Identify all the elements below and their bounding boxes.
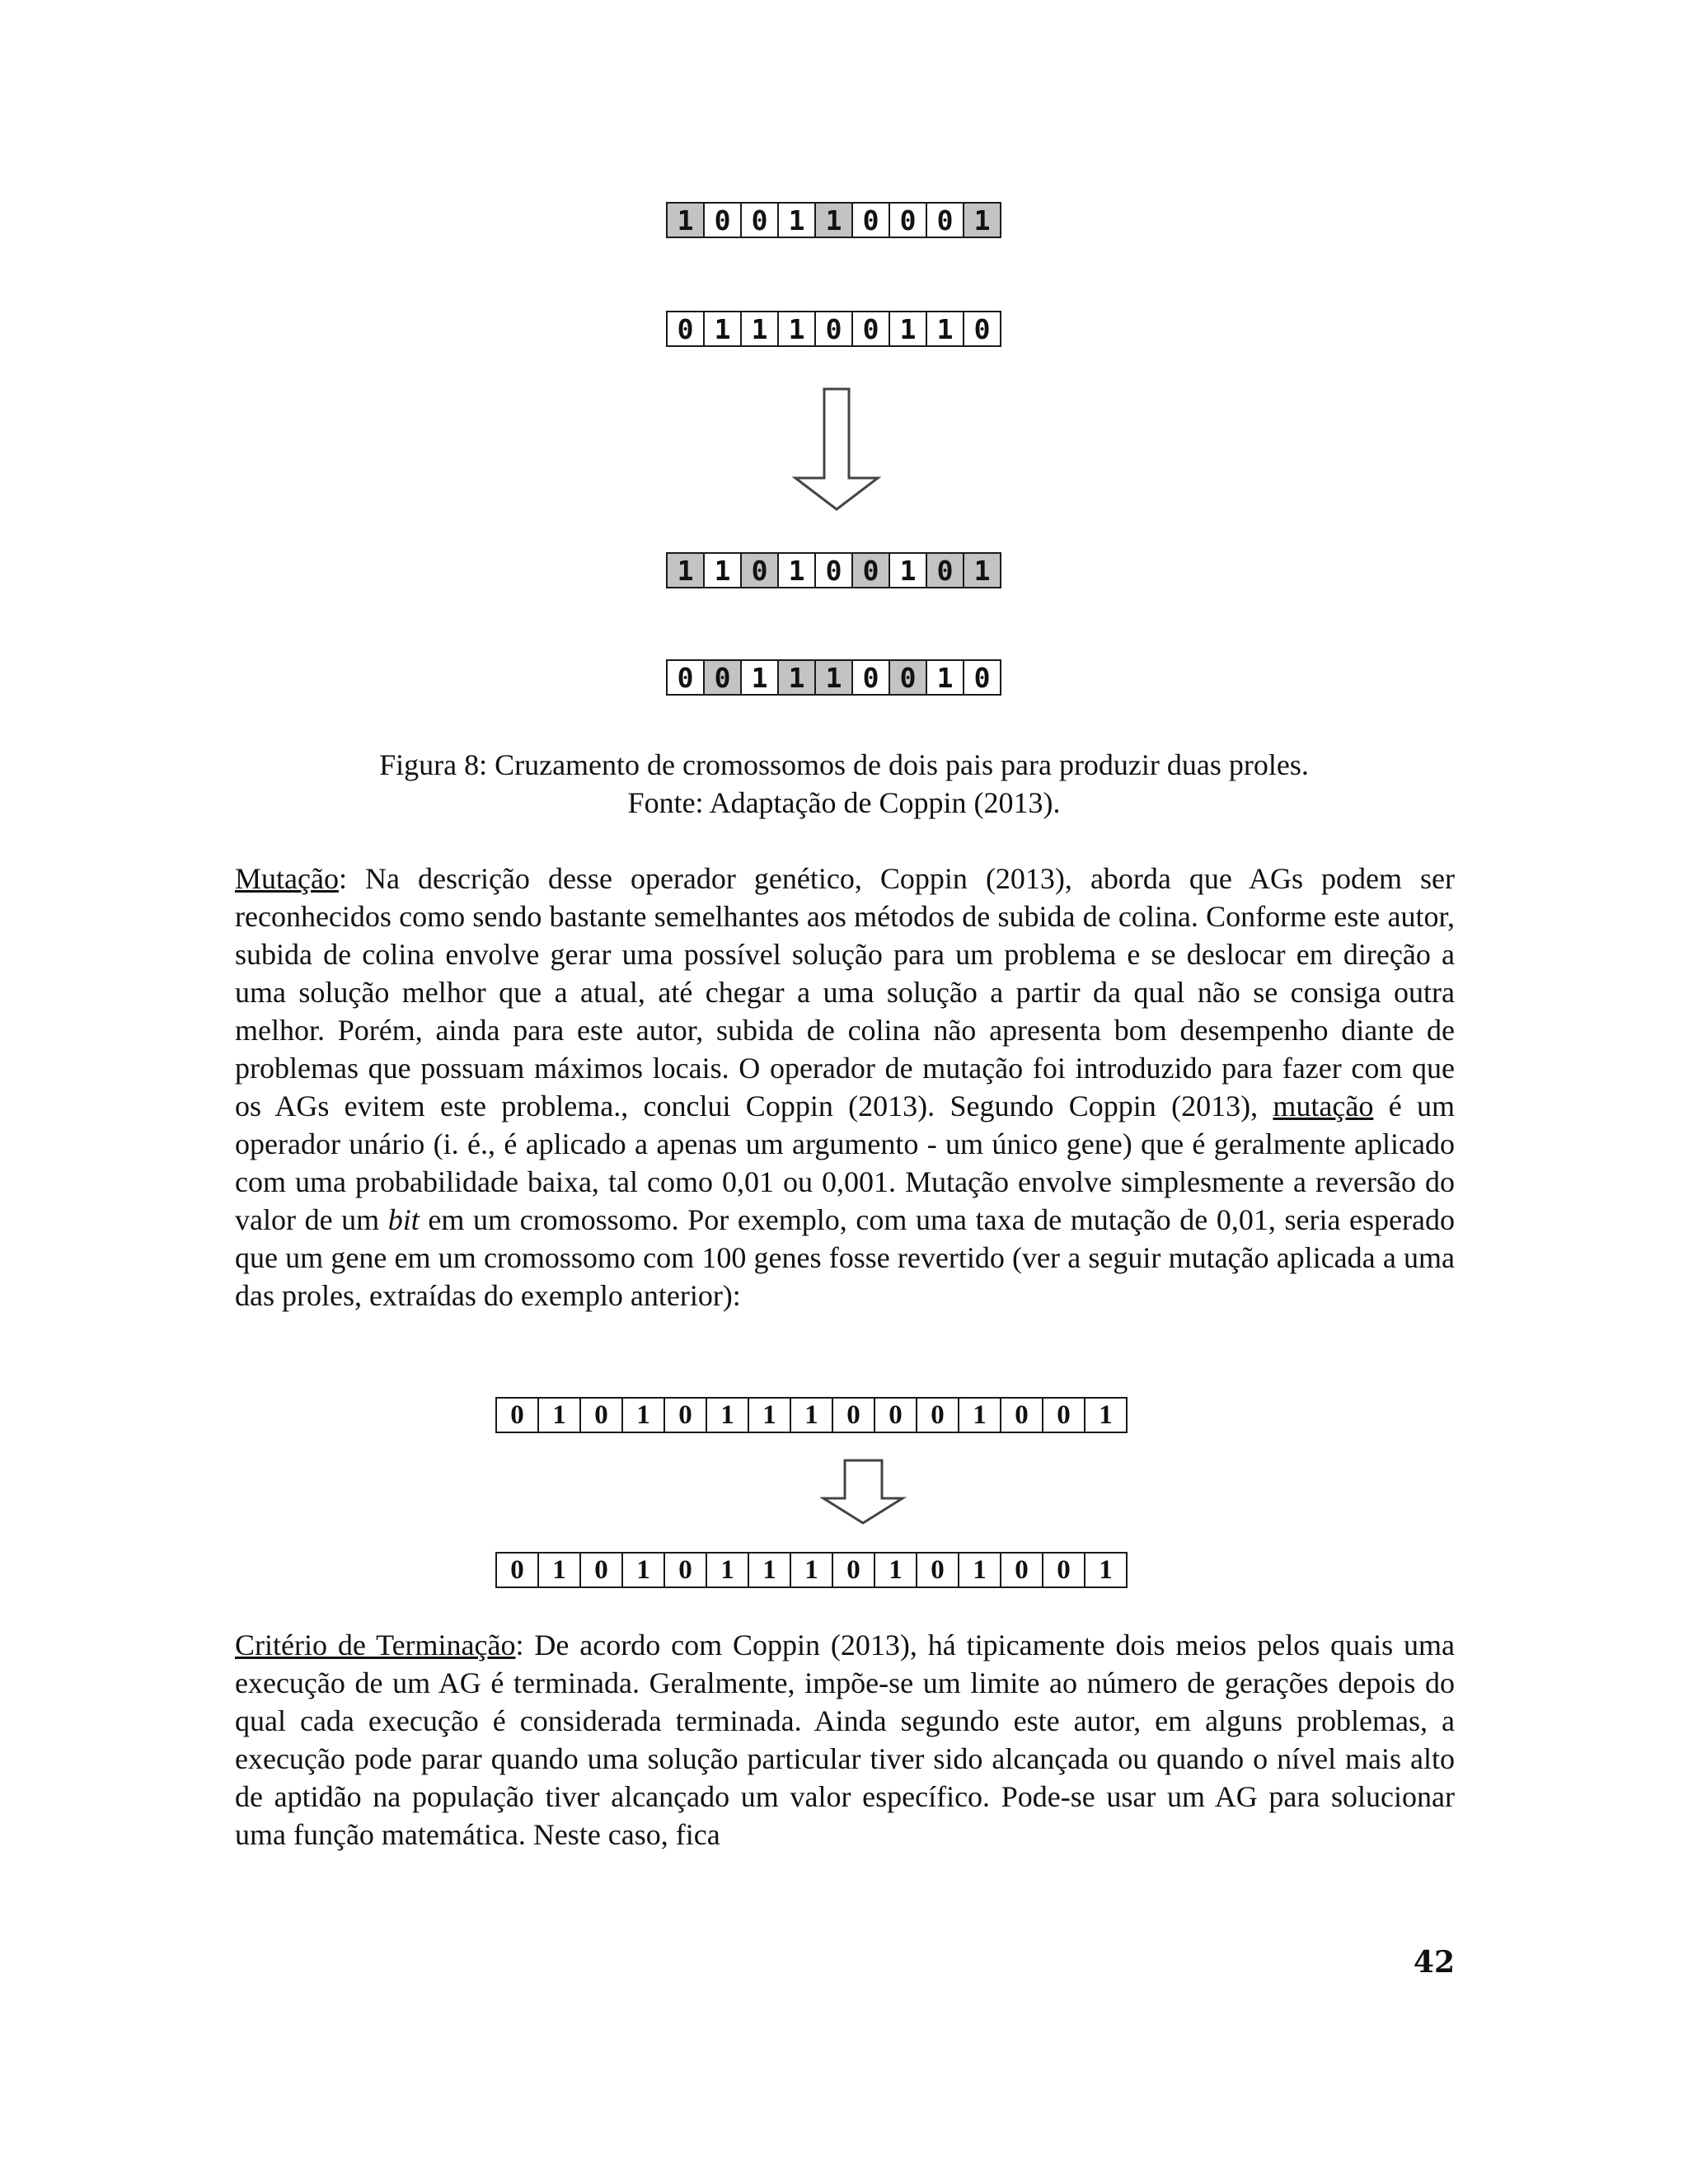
- parent-chromosome-2: [666, 311, 1001, 347]
- gene-cell: 0: [814, 552, 853, 588]
- gene-cell: 1: [777, 659, 816, 696]
- gene-cell: 1: [958, 1397, 1001, 1433]
- parent-chromosome-1: [666, 202, 1001, 238]
- gene-cell: 1: [963, 552, 1001, 588]
- down-arrow-icon: [787, 387, 886, 511]
- gene-cell: 0: [926, 202, 964, 238]
- page-number: 42: [1413, 1945, 1455, 1980]
- gene-cell: 1: [666, 552, 705, 588]
- gene-cell: 0: [703, 202, 742, 238]
- gene-cell: 0: [495, 1552, 539, 1588]
- gene-cell: 1: [1084, 1397, 1128, 1433]
- gene-cell: 0: [663, 1397, 707, 1433]
- down-arrow-icon: [820, 1459, 911, 1525]
- mutation-text-3: em um cromossomo. Por exemplo, com uma taxa de mutação de 0,01, seria esperado que um gene em um cromossomo com 100 genes fosse revertido (ver a seguir mutação aplicada a uma das proles, extraídas do exemplo anterior):: [235, 1203, 1455, 1312]
- gene-cell: 1: [706, 1397, 749, 1433]
- gene-cell: 0: [666, 311, 705, 347]
- figure-caption-source: Fonte: Adaptação de Coppin (2013).: [627, 786, 1061, 819]
- gene-cell: 0: [740, 202, 779, 238]
- gene-cell: 1: [963, 202, 1001, 238]
- gene-cell: 1: [740, 659, 779, 696]
- gene-cell: 0: [1000, 1397, 1043, 1433]
- gene-cell: 0: [916, 1397, 959, 1433]
- gene-cell: 1: [874, 1552, 917, 1588]
- gene-cell: 0: [1042, 1397, 1085, 1433]
- gene-cell: 1: [748, 1552, 791, 1588]
- gene-cell: 0: [926, 552, 964, 588]
- gene-cell: 1: [814, 202, 853, 238]
- gene-cell: 0: [851, 311, 890, 347]
- gene-cell: 0: [666, 659, 705, 696]
- figure-caption-title: Figura 8: Cruzamento de cromossomos de dois pais para produzir duas proles.: [379, 748, 1309, 781]
- gene-cell: 0: [851, 552, 890, 588]
- gene-cell: 0: [963, 659, 1001, 696]
- termination-text: : De acordo com Coppin (2013), há tipicamente dois meios pelos quais uma execução de um AG é terminada. Geralmente, impõe-se um limite ao número de gerações depois do qual cada execução é considerada terminada. Ainda segundo este autor, em alguns problemas, a execução pode parar quando uma solução particular tiver sido alcançada ou quando o nível mais alto de aptidão na população tiver alcançado um valor específico. Pode-se usar um AG para solucionar uma função matemática. Neste caso, fica: [235, 1629, 1456, 1851]
- gene-cell: 1: [926, 311, 964, 347]
- gene-cell: 1: [790, 1397, 833, 1433]
- gene-cell: 0: [832, 1552, 875, 1588]
- gene-cell: 0: [703, 659, 742, 696]
- gene-cell: 1: [703, 552, 742, 588]
- gene-cell: 1: [958, 1552, 1001, 1588]
- gene-cell: 1: [889, 311, 927, 347]
- gene-cell: 1: [621, 1552, 665, 1588]
- mutation-text-1: : Na descrição desse operador genético, Coppin (2013), aborda que AGs podem ser reconhecidos como sendo bastante semelhantes aos métodos de subida de colina. Conforme este autor, subida de colina envolve gerar uma possível solução para um problema e se deslocar em direção a uma solução melhor que a atual, até chegar a uma solução a partir da qual não se consiga outra melhor. Porém, ainda para este autor, subida de colina não apresenta bom desempenho diante de problemas que possuam máximos locais. O operador de mutação foi introduzido para fazer com que os AGs evitem este problema., conclui Coppin (2013). Segundo Coppin (2013),: [235, 862, 1455, 1122]
- gene-cell: 1: [814, 659, 853, 696]
- gene-cell: 1: [790, 1552, 833, 1588]
- gene-cell: 0: [579, 1397, 623, 1433]
- mutation-text-2: é um operador unário (i. é., é aplicado a apenas um argumento - um único gene) que é geralmente aplicado com uma probabilidade baixa, tal como 0,01 ou 0,001. Mutação envolve simplesmente a reversão do valor de um: [235, 1090, 1456, 1236]
- gene-cell: 0: [1042, 1552, 1085, 1588]
- mutation-heading: Mutação: [235, 862, 339, 895]
- gene-cell: 0: [663, 1552, 707, 1588]
- mutation-paragraph: [235, 860, 1455, 1315]
- gene-cell: 1: [666, 202, 705, 238]
- figure-caption: [0, 746, 1688, 822]
- termination-heading: Critério de Terminação: [235, 1629, 516, 1661]
- chromosome-before-mutation: [495, 1397, 1128, 1433]
- gene-cell: 1: [777, 202, 816, 238]
- gene-cell: 0: [740, 552, 779, 588]
- gene-cell: 0: [889, 659, 927, 696]
- gene-cell: 1: [703, 311, 742, 347]
- gene-cell: 1: [706, 1552, 749, 1588]
- gene-cell: 0: [851, 202, 890, 238]
- gene-cell: 0: [832, 1397, 875, 1433]
- gene-cell: 0: [889, 202, 927, 238]
- offspring-chromosome-1: [666, 552, 1001, 588]
- gene-cell: 1: [740, 311, 779, 347]
- gene-cell: 1: [537, 1397, 581, 1433]
- offspring-chromosome-2: [666, 659, 1001, 696]
- gene-cell: 0: [874, 1397, 917, 1433]
- gene-cell: 0: [963, 311, 1001, 347]
- termination-paragraph: [235, 1626, 1455, 1854]
- gene-cell: 1: [889, 552, 927, 588]
- gene-cell: 1: [1084, 1552, 1128, 1588]
- gene-cell: 1: [926, 659, 964, 696]
- gene-cell: 1: [748, 1397, 791, 1433]
- gene-cell: 1: [621, 1397, 665, 1433]
- mutation-term: mutação: [1273, 1090, 1374, 1122]
- gene-cell: 0: [579, 1552, 623, 1588]
- gene-cell: 1: [777, 311, 816, 347]
- gene-cell: 0: [851, 659, 890, 696]
- gene-cell: 1: [777, 552, 816, 588]
- gene-cell: 0: [1000, 1552, 1043, 1588]
- gene-cell: 0: [814, 311, 853, 347]
- chromosome-after-mutation: [495, 1552, 1128, 1588]
- bit-word: bit: [387, 1203, 420, 1236]
- gene-cell: 0: [916, 1552, 959, 1588]
- gene-cell: 0: [495, 1397, 539, 1433]
- gene-cell: 1: [537, 1552, 581, 1588]
